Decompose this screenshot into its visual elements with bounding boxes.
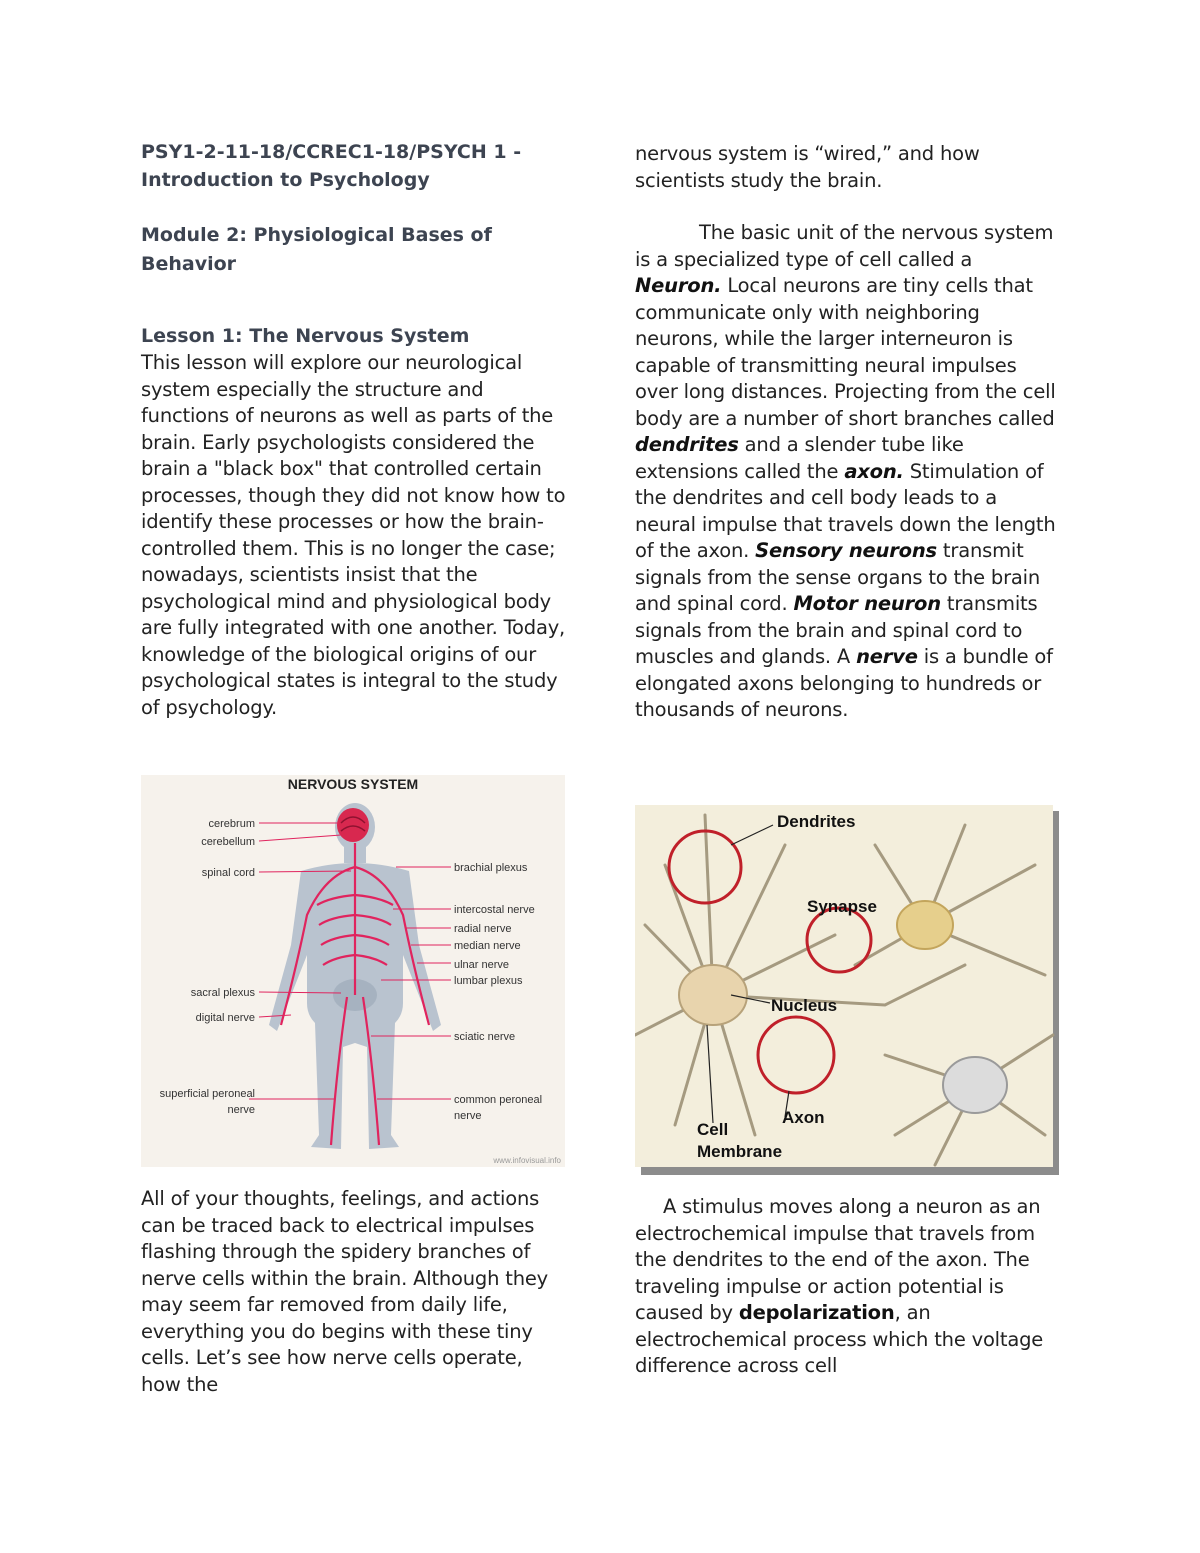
label-common-peroneal: common peroneal bbox=[454, 1094, 543, 1106]
label-sacral-plexus: sacral plexus bbox=[190, 987, 255, 999]
label-nucleus: Nucleus bbox=[771, 996, 838, 1015]
label-intercostal-nerve: intercostal nerve bbox=[454, 904, 535, 916]
lesson-intro-paragraph: This lesson will explore our neurological system especially the structure and functions of neurons as well as parts of the brain. Early psychologists considered the brain a "black box" that controlled certain processes, though they did not know how to identify these processes or how the brain-controlled them. This is no longer the case; nowadays, scientists insist that the psychological mind and physiological body are fully integrated with one another. Today, knowledge of the biological origins of our psychological states is integral to the study of psychology. bbox=[141, 351, 566, 719]
figure-title: NERVOUS SYSTEM bbox=[287, 776, 419, 792]
label-cerebellum: cerebellum bbox=[201, 836, 255, 848]
brain-shape bbox=[337, 808, 369, 842]
neuron-paragraph bbox=[635, 220, 1060, 724]
neuron-cell-body-2 bbox=[897, 901, 953, 949]
label-sciatic-nerve: sciatic nerve bbox=[454, 1031, 516, 1043]
neuron-text-6: transmits signals from the brain and spinal cord to muscles and glands. A bbox=[635, 592, 1038, 668]
label-ulnar-nerve: ulnar nerve bbox=[454, 959, 510, 971]
stimulus-text-1: A stimulus moves along a neuron as an electrochemical impulse that travels from the dendrites to the end of the axon. The traveling impulse or action potential is caused by bbox=[635, 1195, 1041, 1324]
lesson-title: Lesson 1: The Nervous System bbox=[141, 325, 470, 347]
label-lumbar-plexus: lumbar plexus bbox=[454, 975, 523, 987]
left-column-lower bbox=[141, 1186, 561, 1398]
continued-paragraph: nervous system is “wired,” and how scientists study the brain. bbox=[635, 142, 980, 192]
label-spinal-cord: spinal cord bbox=[201, 867, 255, 879]
nervous-system-figure bbox=[141, 775, 565, 1167]
label-radial-nerve: radial nerve bbox=[454, 923, 512, 935]
neuron-text-1: The basic unit of the nervous system is a specialized type of cell called a bbox=[635, 221, 1054, 271]
neuron-text-7: is a bundle of elongated axons belonging to hundreds or thousands of neurons. bbox=[635, 645, 1053, 721]
thoughts-paragraph: All of your thoughts, feelings, and actions can be traced back to electrical impulses flashing through the spidery branches of nerve cells within the brain. Although they may seem far removed from daily life, everything you do begins with these tiny cells. Let’s see how nerve cells operate, how the bbox=[141, 1187, 549, 1396]
left-column bbox=[141, 138, 571, 721]
label-common-peroneal-nerve: nerve bbox=[454, 1110, 482, 1122]
label-median-nerve: median nerve bbox=[454, 940, 521, 952]
term-neuron: Neuron. bbox=[635, 274, 722, 297]
term-motor-neuron: Motor neuron bbox=[793, 592, 941, 615]
neuron-text-5: transmit signals from the sense organs to the brain and spinal cord. bbox=[635, 539, 1041, 615]
neuron-illustration bbox=[635, 805, 1059, 1175]
label-superficial-peroneal-nerve: nerve bbox=[227, 1104, 255, 1116]
neuron-text-3: and a slender tube like extensions called the bbox=[635, 433, 964, 483]
term-axon: axon. bbox=[844, 459, 904, 483]
label-dendrites: Dendrites bbox=[777, 812, 856, 831]
label-synapse: Synapse bbox=[807, 897, 877, 916]
neuron-figure bbox=[635, 805, 1059, 1175]
term-depolarization: depolarization bbox=[738, 1301, 895, 1324]
label-superficial-peroneal: superficial peroneal bbox=[159, 1088, 255, 1100]
term-sensory-neurons: Sensory neurons bbox=[755, 539, 937, 562]
neuron-cell-body-1 bbox=[679, 965, 747, 1025]
module-title: Module 2: Physiological Bases of Behavior bbox=[141, 224, 492, 275]
figure-watermark: www.infovisual.info bbox=[493, 1156, 561, 1165]
course-title: PSY1-2-11-18/CCREC1-18/PSYCH 1 - Introduction to Psychology bbox=[141, 141, 522, 191]
term-nerve: nerve bbox=[856, 645, 918, 668]
stimulus-paragraph bbox=[635, 1194, 1060, 1380]
neuron-cell-body-3 bbox=[943, 1057, 1007, 1113]
label-cell: Cell bbox=[697, 1120, 729, 1139]
label-membrane: Membrane bbox=[697, 1142, 783, 1161]
label-brachial-plexus: brachial plexus bbox=[454, 862, 528, 874]
label-cerebrum: cerebrum bbox=[208, 818, 255, 830]
term-dendrites: dendrites bbox=[635, 433, 739, 456]
label-digital-nerve: digital nerve bbox=[195, 1012, 255, 1024]
stimulus-text-2: , an electrochemical process which the voltage difference across cell bbox=[635, 1301, 1044, 1377]
neuron-text-4: Stimulation of the dendrites and cell body leads to a neural impulse that travels down the length of the axon. bbox=[635, 459, 1056, 562]
nervous-system-illustration bbox=[141, 775, 565, 1167]
right-column bbox=[635, 141, 1060, 724]
label-axon: Axon bbox=[782, 1108, 825, 1127]
right-column-lower bbox=[635, 1194, 1060, 1380]
neuron-text-2: Local neurons are tiny cells that communicate only with neighboring neurons, while the larger interneuron is capable of transmitting neural impulses over long distances. Projecting from the cell body are a number of short branches called bbox=[635, 274, 1056, 430]
